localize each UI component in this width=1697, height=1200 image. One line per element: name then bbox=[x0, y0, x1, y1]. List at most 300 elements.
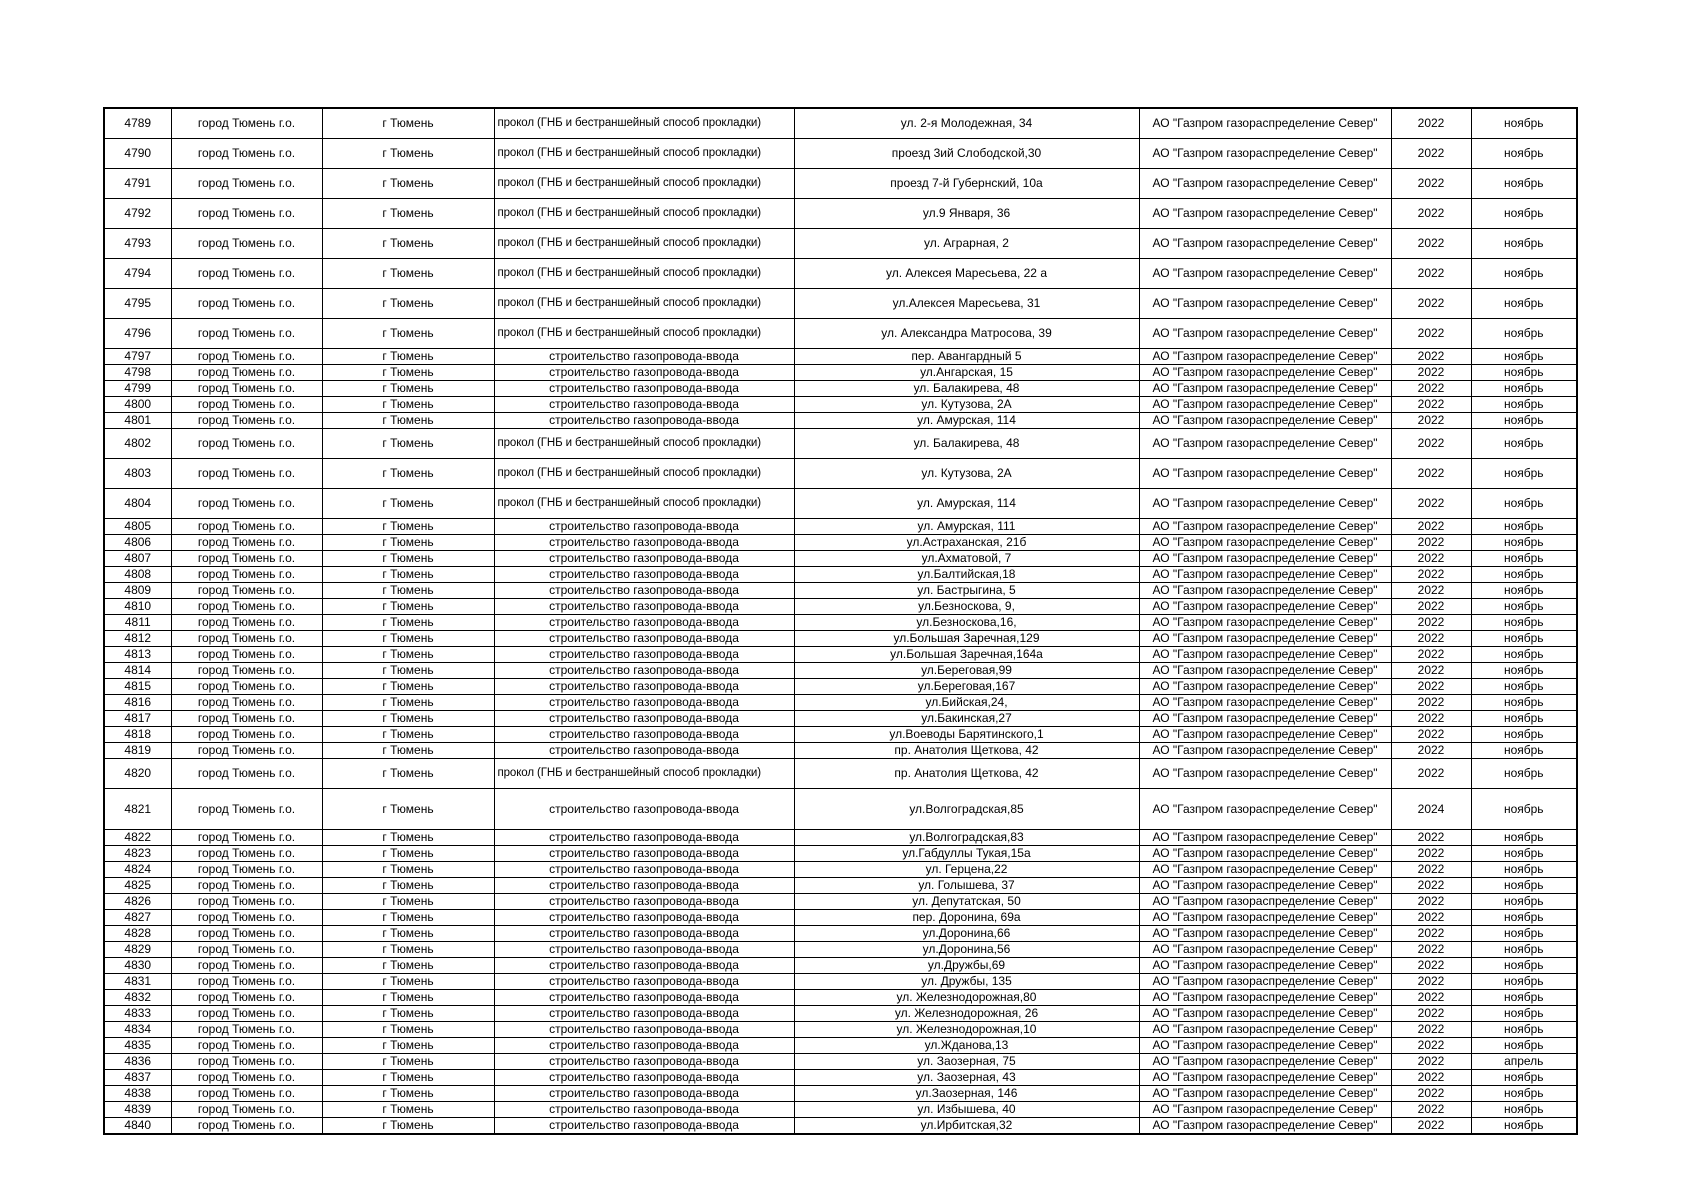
city-cell: г Тюмень bbox=[322, 429, 494, 459]
address-cell: ул. Александра Матросова, 39 bbox=[794, 319, 1139, 349]
year-cell: 2022 bbox=[1391, 663, 1471, 679]
year-cell: 2024 bbox=[1391, 789, 1471, 830]
year-cell: 2022 bbox=[1391, 583, 1471, 599]
address-cell: ул. Амурская, 114 bbox=[794, 489, 1139, 519]
table-row bbox=[104, 349, 1577, 365]
organization-cell: АО "Газпром газораспределение Север" bbox=[1139, 108, 1391, 139]
address-cell: ул. Заозерная, 75 bbox=[794, 1054, 1139, 1070]
table-row bbox=[104, 381, 1577, 397]
row-number-cell: 4825 bbox=[104, 878, 171, 894]
city-cell: г Тюмень bbox=[322, 647, 494, 663]
municipality-cell: город Тюмень г.о. bbox=[171, 551, 322, 567]
city-cell: г Тюмень bbox=[322, 830, 494, 846]
address-cell: ул.Большая Заречная,129 bbox=[794, 631, 1139, 647]
municipality-cell: город Тюмень г.о. bbox=[171, 583, 322, 599]
year-cell: 2022 bbox=[1391, 910, 1471, 926]
organization-cell: АО "Газпром газораспределение Север" bbox=[1139, 567, 1391, 583]
work-type-cell: строительство газопровода-ввода bbox=[494, 789, 794, 830]
month-cell: ноябрь bbox=[1471, 862, 1577, 878]
year-cell: 2022 bbox=[1391, 631, 1471, 647]
year-cell: 2022 bbox=[1391, 1038, 1471, 1054]
municipality-cell: город Тюмень г.о. bbox=[171, 1054, 322, 1070]
row-number-cell: 4838 bbox=[104, 1086, 171, 1102]
row-number-cell: 4817 bbox=[104, 711, 171, 727]
address-cell: ул. Железнодорожная, 26 bbox=[794, 1006, 1139, 1022]
address-cell: пр. Анатолия Щеткова, 42 bbox=[794, 759, 1139, 789]
month-cell: ноябрь bbox=[1471, 413, 1577, 429]
row-number-cell: 4800 bbox=[104, 397, 171, 413]
address-cell: ул. Балакирева, 48 bbox=[794, 381, 1139, 397]
address-cell: ул.Большая Заречная,164а bbox=[794, 647, 1139, 663]
month-cell: ноябрь bbox=[1471, 1022, 1577, 1038]
table-row bbox=[104, 289, 1577, 319]
municipality-cell: город Тюмень г.о. bbox=[171, 615, 322, 631]
address-cell: ул.Доронина,56 bbox=[794, 942, 1139, 958]
row-number-cell: 4796 bbox=[104, 319, 171, 349]
row-number-cell: 4802 bbox=[104, 429, 171, 459]
address-cell: ул.Ангарская, 15 bbox=[794, 365, 1139, 381]
organization-cell: АО "Газпром газораспределение Север" bbox=[1139, 974, 1391, 990]
month-cell: ноябрь bbox=[1471, 647, 1577, 663]
table-row bbox=[104, 139, 1577, 169]
month-cell: ноябрь bbox=[1471, 926, 1577, 942]
table-row bbox=[104, 711, 1577, 727]
month-cell: ноябрь bbox=[1471, 878, 1577, 894]
month-cell: ноябрь bbox=[1471, 169, 1577, 199]
city-cell: г Тюмень bbox=[322, 413, 494, 429]
municipality-cell: город Тюмень г.о. bbox=[171, 926, 322, 942]
address-cell: ул.Безноскова, 9, bbox=[794, 599, 1139, 615]
municipality-cell: город Тюмень г.о. bbox=[171, 647, 322, 663]
municipality-cell: город Тюмень г.о. bbox=[171, 711, 322, 727]
year-cell: 2022 bbox=[1391, 289, 1471, 319]
row-number-cell: 4789 bbox=[104, 108, 171, 139]
municipality-cell: город Тюмень г.о. bbox=[171, 535, 322, 551]
municipality-cell: город Тюмень г.о. bbox=[171, 567, 322, 583]
address-cell: ул.Балтийская,18 bbox=[794, 567, 1139, 583]
year-cell: 2022 bbox=[1391, 878, 1471, 894]
month-cell: ноябрь bbox=[1471, 381, 1577, 397]
month-cell: ноябрь bbox=[1471, 631, 1577, 647]
month-cell: ноябрь bbox=[1471, 459, 1577, 489]
row-number-cell: 4794 bbox=[104, 259, 171, 289]
year-cell: 2022 bbox=[1391, 459, 1471, 489]
work-type-cell: строительство газопровода-ввода bbox=[494, 894, 794, 910]
month-cell: ноябрь bbox=[1471, 759, 1577, 789]
table-row bbox=[104, 695, 1577, 711]
month-cell: ноябрь bbox=[1471, 349, 1577, 365]
city-cell: г Тюмень bbox=[322, 349, 494, 365]
city-cell: г Тюмень bbox=[322, 567, 494, 583]
city-cell: г Тюмень bbox=[322, 139, 494, 169]
city-cell: г Тюмень bbox=[322, 1038, 494, 1054]
address-cell: ул. Аграрная, 2 bbox=[794, 229, 1139, 259]
row-number-cell: 4824 bbox=[104, 862, 171, 878]
municipality-cell: город Тюмень г.о. bbox=[171, 1086, 322, 1102]
work-type-cell: прокол (ГНБ и бестраншейный способ прокладки) bbox=[494, 319, 794, 349]
organization-cell: АО "Газпром газораспределение Север" bbox=[1139, 663, 1391, 679]
work-type-cell: строительство газопровода-ввода bbox=[494, 1118, 794, 1135]
address-cell: ул. Балакирева, 48 bbox=[794, 429, 1139, 459]
month-cell: ноябрь bbox=[1471, 942, 1577, 958]
municipality-cell: город Тюмень г.о. bbox=[171, 519, 322, 535]
row-number-cell: 4795 bbox=[104, 289, 171, 319]
organization-cell: АО "Газпром газораспределение Север" bbox=[1139, 942, 1391, 958]
organization-cell: АО "Газпром газораспределение Север" bbox=[1139, 615, 1391, 631]
municipality-cell: город Тюмень г.о. bbox=[171, 413, 322, 429]
city-cell: г Тюмень bbox=[322, 319, 494, 349]
work-type-cell: строительство газопровода-ввода bbox=[494, 413, 794, 429]
address-cell: ул. Кутузова, 2А bbox=[794, 397, 1139, 413]
organization-cell: АО "Газпром газораспределение Север" bbox=[1139, 759, 1391, 789]
year-cell: 2022 bbox=[1391, 1006, 1471, 1022]
city-cell: г Тюмень bbox=[322, 679, 494, 695]
year-cell: 2022 bbox=[1391, 108, 1471, 139]
table-row bbox=[104, 259, 1577, 289]
month-cell: ноябрь bbox=[1471, 139, 1577, 169]
organization-cell: АО "Газпром газораспределение Север" bbox=[1139, 169, 1391, 199]
table-row bbox=[104, 631, 1577, 647]
municipality-cell: город Тюмень г.о. bbox=[171, 108, 322, 139]
month-cell: ноябрь bbox=[1471, 663, 1577, 679]
city-cell: г Тюмень bbox=[322, 381, 494, 397]
municipality-cell: город Тюмень г.о. bbox=[171, 743, 322, 759]
row-number-cell: 4793 bbox=[104, 229, 171, 259]
table-row bbox=[104, 319, 1577, 349]
address-cell: ул. Амурская, 111 bbox=[794, 519, 1139, 535]
table-row bbox=[104, 727, 1577, 743]
city-cell: г Тюмень bbox=[322, 974, 494, 990]
organization-cell: АО "Газпром газораспределение Север" bbox=[1139, 1102, 1391, 1118]
municipality-cell: город Тюмень г.о. bbox=[171, 990, 322, 1006]
table-row bbox=[104, 459, 1577, 489]
work-type-cell: строительство газопровода-ввода bbox=[494, 695, 794, 711]
year-cell: 2022 bbox=[1391, 259, 1471, 289]
gas-works-table bbox=[103, 107, 1578, 1135]
organization-cell: АО "Газпром газораспределение Север" bbox=[1139, 259, 1391, 289]
work-type-cell: строительство газопровода-ввода bbox=[494, 846, 794, 862]
municipality-cell: город Тюмень г.о. bbox=[171, 942, 322, 958]
month-cell: ноябрь bbox=[1471, 615, 1577, 631]
table-row bbox=[104, 1102, 1577, 1118]
year-cell: 2022 bbox=[1391, 169, 1471, 199]
organization-cell: АО "Газпром газораспределение Север" bbox=[1139, 727, 1391, 743]
year-cell: 2022 bbox=[1391, 862, 1471, 878]
table-row bbox=[104, 583, 1577, 599]
address-cell: ул.Волгоградская,83 bbox=[794, 830, 1139, 846]
year-cell: 2022 bbox=[1391, 551, 1471, 567]
city-cell: г Тюмень bbox=[322, 229, 494, 259]
city-cell: г Тюмень bbox=[322, 894, 494, 910]
row-number-cell: 4818 bbox=[104, 727, 171, 743]
month-cell: ноябрь bbox=[1471, 894, 1577, 910]
municipality-cell: город Тюмень г.о. bbox=[171, 169, 322, 199]
work-type-cell: прокол (ГНБ и бестраншейный способ прокладки) bbox=[494, 459, 794, 489]
work-type-cell: строительство газопровода-ввода bbox=[494, 381, 794, 397]
month-cell: ноябрь bbox=[1471, 365, 1577, 381]
month-cell: ноябрь bbox=[1471, 743, 1577, 759]
organization-cell: АО "Газпром газораспределение Север" bbox=[1139, 413, 1391, 429]
year-cell: 2022 bbox=[1391, 615, 1471, 631]
address-cell: ул. Алексея Маресьева, 22 а bbox=[794, 259, 1139, 289]
organization-cell: АО "Газпром газораспределение Север" bbox=[1139, 139, 1391, 169]
organization-cell: АО "Газпром газораспределение Север" bbox=[1139, 990, 1391, 1006]
row-number-cell: 4797 bbox=[104, 349, 171, 365]
row-number-cell: 4820 bbox=[104, 759, 171, 789]
year-cell: 2022 bbox=[1391, 1086, 1471, 1102]
city-cell: г Тюмень bbox=[322, 259, 494, 289]
organization-cell: АО "Газпром газораспределение Север" bbox=[1139, 1086, 1391, 1102]
year-cell: 2022 bbox=[1391, 199, 1471, 229]
city-cell: г Тюмень bbox=[322, 489, 494, 519]
organization-cell: АО "Газпром газораспределение Север" bbox=[1139, 397, 1391, 413]
organization-cell: АО "Газпром газораспределение Север" bbox=[1139, 229, 1391, 259]
row-number-cell: 4840 bbox=[104, 1118, 171, 1135]
table-row bbox=[104, 990, 1577, 1006]
year-cell: 2022 bbox=[1391, 349, 1471, 365]
year-cell: 2022 bbox=[1391, 319, 1471, 349]
city-cell: г Тюмень bbox=[322, 727, 494, 743]
year-cell: 2022 bbox=[1391, 139, 1471, 169]
month-cell: ноябрь bbox=[1471, 259, 1577, 289]
row-number-cell: 4827 bbox=[104, 910, 171, 926]
work-type-cell: строительство газопровода-ввода bbox=[494, 397, 794, 413]
work-type-cell: строительство газопровода-ввода bbox=[494, 365, 794, 381]
organization-cell: АО "Газпром газораспределение Север" bbox=[1139, 958, 1391, 974]
address-cell: ул.Заозерная, 146 bbox=[794, 1086, 1139, 1102]
municipality-cell: город Тюмень г.о. bbox=[171, 910, 322, 926]
organization-cell: АО "Газпром газораспределение Север" bbox=[1139, 519, 1391, 535]
table-row bbox=[104, 429, 1577, 459]
table-row bbox=[104, 519, 1577, 535]
work-type-cell: строительство газопровода-ввода bbox=[494, 615, 794, 631]
address-cell: ул. Голышева, 37 bbox=[794, 878, 1139, 894]
city-cell: г Тюмень bbox=[322, 599, 494, 615]
table-row bbox=[104, 229, 1577, 259]
year-cell: 2022 bbox=[1391, 1022, 1471, 1038]
municipality-cell: город Тюмень г.о. bbox=[171, 1102, 322, 1118]
work-type-cell: строительство газопровода-ввода bbox=[494, 1054, 794, 1070]
address-cell: ул. Амурская, 114 bbox=[794, 413, 1139, 429]
work-type-cell: строительство газопровода-ввода bbox=[494, 926, 794, 942]
municipality-cell: город Тюмень г.о. bbox=[171, 319, 322, 349]
work-type-cell: строительство газопровода-ввода bbox=[494, 878, 794, 894]
year-cell: 2022 bbox=[1391, 365, 1471, 381]
address-cell: ул.Дружбы,69 bbox=[794, 958, 1139, 974]
year-cell: 2022 bbox=[1391, 974, 1471, 990]
year-cell: 2022 bbox=[1391, 1118, 1471, 1135]
work-type-cell: строительство газопровода-ввода bbox=[494, 535, 794, 551]
row-number-cell: 4801 bbox=[104, 413, 171, 429]
month-cell: ноябрь bbox=[1471, 489, 1577, 519]
month-cell: ноябрь bbox=[1471, 789, 1577, 830]
organization-cell: АО "Газпром газораспределение Север" bbox=[1139, 1054, 1391, 1070]
month-cell: ноябрь bbox=[1471, 397, 1577, 413]
city-cell: г Тюмень bbox=[322, 1070, 494, 1086]
year-cell: 2022 bbox=[1391, 519, 1471, 535]
row-number-cell: 4835 bbox=[104, 1038, 171, 1054]
organization-cell: АО "Газпром газораспределение Север" bbox=[1139, 365, 1391, 381]
row-number-cell: 4806 bbox=[104, 535, 171, 551]
table-row bbox=[104, 1006, 1577, 1022]
city-cell: г Тюмень bbox=[322, 1054, 494, 1070]
year-cell: 2022 bbox=[1391, 727, 1471, 743]
table-row bbox=[104, 413, 1577, 429]
municipality-cell: город Тюмень г.о. bbox=[171, 489, 322, 519]
organization-cell: АО "Газпром газораспределение Север" bbox=[1139, 289, 1391, 319]
month-cell: ноябрь bbox=[1471, 519, 1577, 535]
city-cell: г Тюмень bbox=[322, 199, 494, 229]
row-number-cell: 4839 bbox=[104, 1102, 171, 1118]
row-number-cell: 4828 bbox=[104, 926, 171, 942]
row-number-cell: 4805 bbox=[104, 519, 171, 535]
table-row bbox=[104, 365, 1577, 381]
city-cell: г Тюмень bbox=[322, 631, 494, 647]
table-row bbox=[104, 663, 1577, 679]
address-cell: ул.Береговая,167 bbox=[794, 679, 1139, 695]
table-row bbox=[104, 1086, 1577, 1102]
municipality-cell: город Тюмень г.о. bbox=[171, 229, 322, 259]
month-cell: ноябрь bbox=[1471, 319, 1577, 349]
table-row bbox=[104, 199, 1577, 229]
city-cell: г Тюмень bbox=[322, 615, 494, 631]
row-number-cell: 4813 bbox=[104, 647, 171, 663]
row-number-cell: 4833 bbox=[104, 1006, 171, 1022]
row-number-cell: 4811 bbox=[104, 615, 171, 631]
work-type-cell: строительство газопровода-ввода bbox=[494, 583, 794, 599]
address-cell: ул. Кутузова, 2А bbox=[794, 459, 1139, 489]
city-cell: г Тюмень bbox=[322, 759, 494, 789]
work-type-cell: строительство газопровода-ввода bbox=[494, 567, 794, 583]
table-row bbox=[104, 974, 1577, 990]
row-number-cell: 4792 bbox=[104, 199, 171, 229]
municipality-cell: город Тюмень г.о. bbox=[171, 759, 322, 789]
work-type-cell: строительство газопровода-ввода bbox=[494, 910, 794, 926]
organization-cell: АО "Газпром газораспределение Север" bbox=[1139, 459, 1391, 489]
month-cell: ноябрь bbox=[1471, 695, 1577, 711]
work-type-cell: строительство газопровода-ввода bbox=[494, 862, 794, 878]
row-number-cell: 4812 bbox=[104, 631, 171, 647]
organization-cell: АО "Газпром газораспределение Север" bbox=[1139, 846, 1391, 862]
work-type-cell: прокол (ГНБ и бестраншейный способ прокладки) bbox=[494, 289, 794, 319]
address-cell: ул. Железнодорожная,80 bbox=[794, 990, 1139, 1006]
month-cell: ноябрь bbox=[1471, 958, 1577, 974]
month-cell: ноябрь bbox=[1471, 535, 1577, 551]
table-body bbox=[104, 108, 1577, 1134]
address-cell: ул.Бийская,24, bbox=[794, 695, 1139, 711]
municipality-cell: город Тюмень г.о. bbox=[171, 349, 322, 365]
organization-cell: АО "Газпром газораспределение Север" bbox=[1139, 679, 1391, 695]
table-row bbox=[104, 615, 1577, 631]
year-cell: 2022 bbox=[1391, 830, 1471, 846]
work-type-cell: строительство газопровода-ввода bbox=[494, 1102, 794, 1118]
organization-cell: АО "Газпром газораспределение Север" bbox=[1139, 631, 1391, 647]
municipality-cell: город Тюмень г.о. bbox=[171, 727, 322, 743]
row-number-cell: 4826 bbox=[104, 894, 171, 910]
table-row bbox=[104, 862, 1577, 878]
year-cell: 2022 bbox=[1391, 647, 1471, 663]
city-cell: г Тюмень bbox=[322, 535, 494, 551]
month-cell: ноябрь bbox=[1471, 1118, 1577, 1135]
city-cell: г Тюмень bbox=[322, 695, 494, 711]
city-cell: г Тюмень bbox=[322, 743, 494, 759]
city-cell: г Тюмень bbox=[322, 958, 494, 974]
row-number-cell: 4803 bbox=[104, 459, 171, 489]
organization-cell: АО "Газпром газораспределение Север" bbox=[1139, 199, 1391, 229]
address-cell: пер. Доронина, 69а bbox=[794, 910, 1139, 926]
organization-cell: АО "Газпром газораспределение Север" bbox=[1139, 1070, 1391, 1086]
table-row bbox=[104, 743, 1577, 759]
address-cell: ул. Герцена,22 bbox=[794, 862, 1139, 878]
municipality-cell: город Тюмень г.о. bbox=[171, 894, 322, 910]
address-cell: ул.Жданова,13 bbox=[794, 1038, 1139, 1054]
city-cell: г Тюмень bbox=[322, 459, 494, 489]
month-cell: ноябрь bbox=[1471, 551, 1577, 567]
year-cell: 2022 bbox=[1391, 413, 1471, 429]
work-type-cell: прокол (ГНБ и бестраншейный способ прокладки) bbox=[494, 108, 794, 139]
row-number-cell: 4823 bbox=[104, 846, 171, 862]
year-cell: 2022 bbox=[1391, 990, 1471, 1006]
year-cell: 2022 bbox=[1391, 397, 1471, 413]
year-cell: 2022 bbox=[1391, 489, 1471, 519]
month-cell: ноябрь bbox=[1471, 229, 1577, 259]
organization-cell: АО "Газпром газораспределение Север" bbox=[1139, 1038, 1391, 1054]
municipality-cell: город Тюмень г.о. bbox=[171, 1118, 322, 1135]
table-row bbox=[104, 942, 1577, 958]
address-cell: ул.Безноскова,16, bbox=[794, 615, 1139, 631]
work-type-cell: строительство газопровода-ввода bbox=[494, 1022, 794, 1038]
month-cell: ноябрь bbox=[1471, 1070, 1577, 1086]
table-row bbox=[104, 1038, 1577, 1054]
organization-cell: АО "Газпром газораспределение Север" bbox=[1139, 878, 1391, 894]
month-cell: ноябрь bbox=[1471, 429, 1577, 459]
municipality-cell: город Тюмень г.о. bbox=[171, 199, 322, 229]
organization-cell: АО "Газпром газораспределение Север" bbox=[1139, 711, 1391, 727]
municipality-cell: город Тюмень г.о. bbox=[171, 599, 322, 615]
city-cell: г Тюмень bbox=[322, 846, 494, 862]
address-cell: ул. Избышева, 40 bbox=[794, 1102, 1139, 1118]
city-cell: г Тюмень bbox=[322, 1118, 494, 1135]
work-type-cell: прокол (ГНБ и бестраншейный способ прокладки) bbox=[494, 139, 794, 169]
city-cell: г Тюмень bbox=[322, 365, 494, 381]
organization-cell: АО "Газпром газораспределение Север" bbox=[1139, 319, 1391, 349]
organization-cell: АО "Газпром газораспределение Север" bbox=[1139, 381, 1391, 397]
year-cell: 2022 bbox=[1391, 958, 1471, 974]
organization-cell: АО "Газпром газораспределение Север" bbox=[1139, 894, 1391, 910]
address-cell: проезд 7-й Губернский, 10а bbox=[794, 169, 1139, 199]
work-type-cell: строительство газопровода-ввода bbox=[494, 1070, 794, 1086]
row-number-cell: 4790 bbox=[104, 139, 171, 169]
work-type-cell: строительство газопровода-ввода bbox=[494, 1038, 794, 1054]
city-cell: г Тюмень bbox=[322, 663, 494, 679]
row-number-cell: 4814 bbox=[104, 663, 171, 679]
work-type-cell: прокол (ГНБ и бестраншейный способ прокладки) bbox=[494, 229, 794, 259]
work-type-cell: строительство газопровода-ввода bbox=[494, 743, 794, 759]
address-cell: пр. Анатолия Щеткова, 42 bbox=[794, 743, 1139, 759]
address-cell: ул.Ирбитская,32 bbox=[794, 1118, 1139, 1135]
row-number-cell: 4791 bbox=[104, 169, 171, 199]
municipality-cell: город Тюмень г.о. bbox=[171, 789, 322, 830]
work-type-cell: прокол (ГНБ и бестраншейный способ прокладки) bbox=[494, 759, 794, 789]
address-cell: ул.Астраханская, 21б bbox=[794, 535, 1139, 551]
row-number-cell: 4815 bbox=[104, 679, 171, 695]
month-cell: ноябрь bbox=[1471, 1086, 1577, 1102]
city-cell: г Тюмень bbox=[322, 519, 494, 535]
municipality-cell: город Тюмень г.о. bbox=[171, 397, 322, 413]
address-cell: ул.Воеводы Барятинского,1 bbox=[794, 727, 1139, 743]
address-cell: проезд 3ий Слободской,30 bbox=[794, 139, 1139, 169]
table-row bbox=[104, 599, 1577, 615]
